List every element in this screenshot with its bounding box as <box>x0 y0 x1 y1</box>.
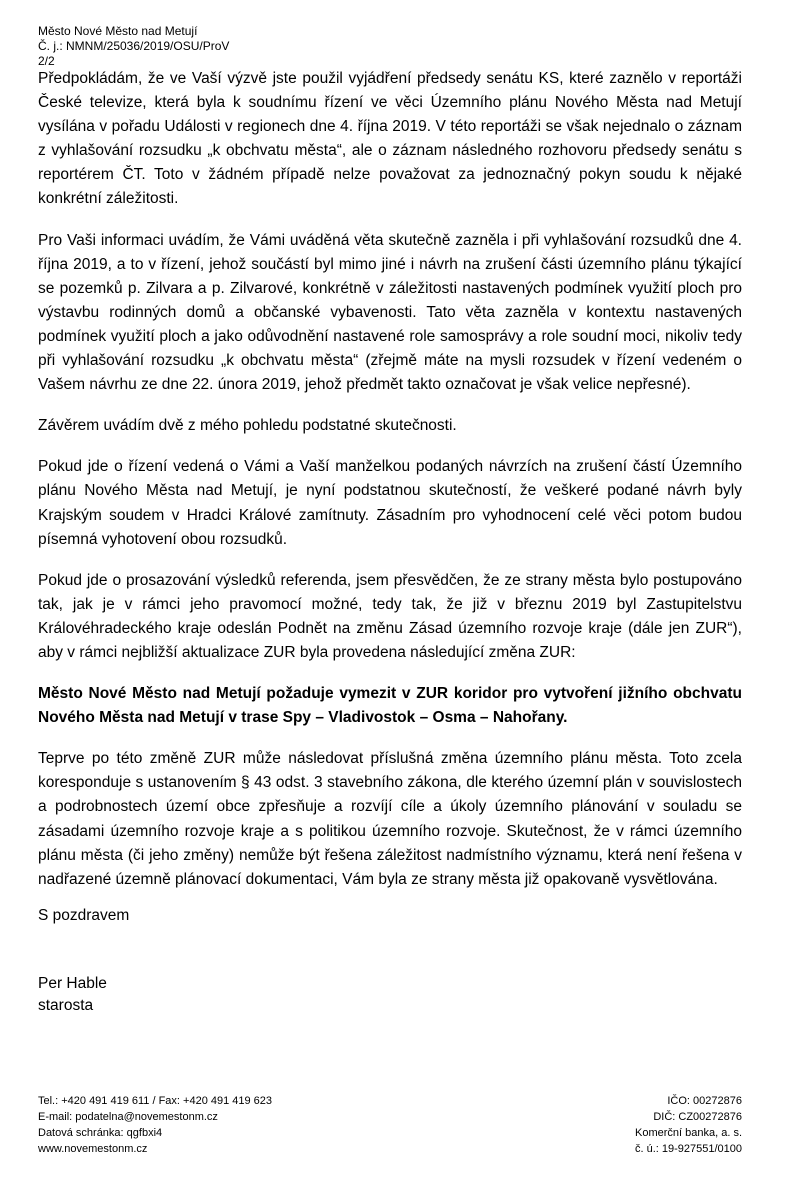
footer-bank: Komerční banka, a. s. <box>635 1127 742 1139</box>
reference-number: Č. j.: NMNM/25036/2019/OSU/ProV <box>38 39 230 53</box>
page-number: 2/2 <box>38 54 55 68</box>
footer-ico: IČO: 00272876 <box>667 1095 742 1107</box>
footer-databox: Datová schránka: qgfbxi4 <box>38 1127 163 1139</box>
letter-body <box>38 67 742 909</box>
paragraph: Pokud jde o prosazování výsledků referenda, jsem přesvědčen, že ze strany města bylo postupováno tak, jak je v rámci jeho pravomocí možné, tedy tak, že již v březnu 2019 byl Zastupitelstvu Královéhradeckého kraje odeslán Podnět na změnu Zásad územního rozvoje kraje (dále jen ZUR“), aby v rámci nejbližší aktualizace ZUR byla provedena následující změna ZUR: <box>38 571 742 661</box>
signer-name: Per Hable <box>38 975 107 992</box>
paragraph: Předpokládám, že ve Vaší výzvě jste použil vyjádření předsedy senátu KS, které zaznělo v reportáži České televize, která byla k soudnímu řízení ve věci Územního plánu Nového Města nad Metují vysílána v pořadu Události v regionech dne 4. října 2019. V této reportáži se však nejednalo o záznam z vyhlašování rozsudku „k obchvatu města“, ale o záznam následného rozhovoru předsedy senátu s reportérem ČT. Toto v žádném případě nelze považovat za jednoznačný pokyn soudu k nějaké konkrétní záležitosti. <box>38 70 742 208</box>
footer-account: č. ú.: 19-927551/0100 <box>634 1143 742 1155</box>
closing-greeting: S pozdravem <box>38 907 130 924</box>
footer-company-info <box>635 1093 742 1157</box>
letter-header <box>38 24 229 69</box>
footer-dic: DIČ: CZ00272876 <box>653 1111 742 1123</box>
signature-block <box>38 973 107 1017</box>
footer-phone: Tel.: +420 491 419 611 / Fax: +420 491 419 623 <box>38 1095 273 1107</box>
highlighted-request: Město Nové Město nad Metují požaduje vymezit v ZUR koridor pro vytvoření jižního obchvatu Nového Města nad Metují v trase Spy – Vladivostok – Osma – Nahořany. <box>38 685 742 727</box>
org-name: Město Nové Město nad Metují <box>38 24 198 38</box>
paragraph: Teprve po této změně ZUR může následovat příslušná změna územního plánu města. Toto zcela koresponduje s ustanovením § 43 odst. 3 stavebního zákona, dle kterého územní plán v souvislostech a podrobnostech území obce zpřesňuje a rozvíjí cíle a úkoly územního plánování v souladu se zásadami územního rozvoje kraje a s politikou územního rozvoje. Skutečnost, že v rámci územního plánu města (či jeho změny) nemůže být řešena záležitost nadmístního významu, která není řešena v nadřazené územně plánovací dokumentaci, Vám byla ze strany města již opakovaně vysvětlována. <box>38 750 742 888</box>
footer-email: E-mail: podatelna@novemestonm.cz <box>38 1111 218 1123</box>
paragraph: Pro Vaši informaci uvádím, že Vámi uváděná věta skutečně zazněla i při vyhlašování rozsudků dne 4. října 2019, a to v řízení, jehož součástí byl mimo jiné i návrh na zrušení části územního plánu týkající se pozemků p. Zilvara a p. Zilvarové, konkrétně v záležitosti nastavených podmínek využití ploch pro výstavbu rodinných domů a občanské vybavenosti. Tato věta zazněla v kontextu nastavených podmínek využití ploch a jako odůvodnění nastavené role samosprávy a role soudní moci, nikoliv tedy při vyhlašování rozsudku „k obchvatu města“ (zřejmě máte na mysli rozsudek v řízení vedeném o Vašem návrhu ze dne 22. února 2019, jehož předmět takto označovat je však velice nepřesné). <box>38 231 742 394</box>
footer-web: www.novemestonm.cz <box>38 1143 148 1155</box>
paragraph: Závěrem uvádím dvě z mého pohledu podstatné skutečnosti. <box>38 417 457 435</box>
paragraph: Pokud jde o řízení vedená o Vámi a Vaší manželkou podaných návrzích na zrušení částí Územního plánu Nového Města nad Metují, je nyní podstatnou skutečností, že veškeré podané návrh byly Krajským soudem v Hradci Králové zamítnuty. Zásadním pro vyhodnocení celé věci potom budou písemná vyhotovení obou rozsudků. <box>38 458 742 548</box>
signer-title: starosta <box>38 997 94 1014</box>
footer-contacts <box>38 1093 272 1157</box>
